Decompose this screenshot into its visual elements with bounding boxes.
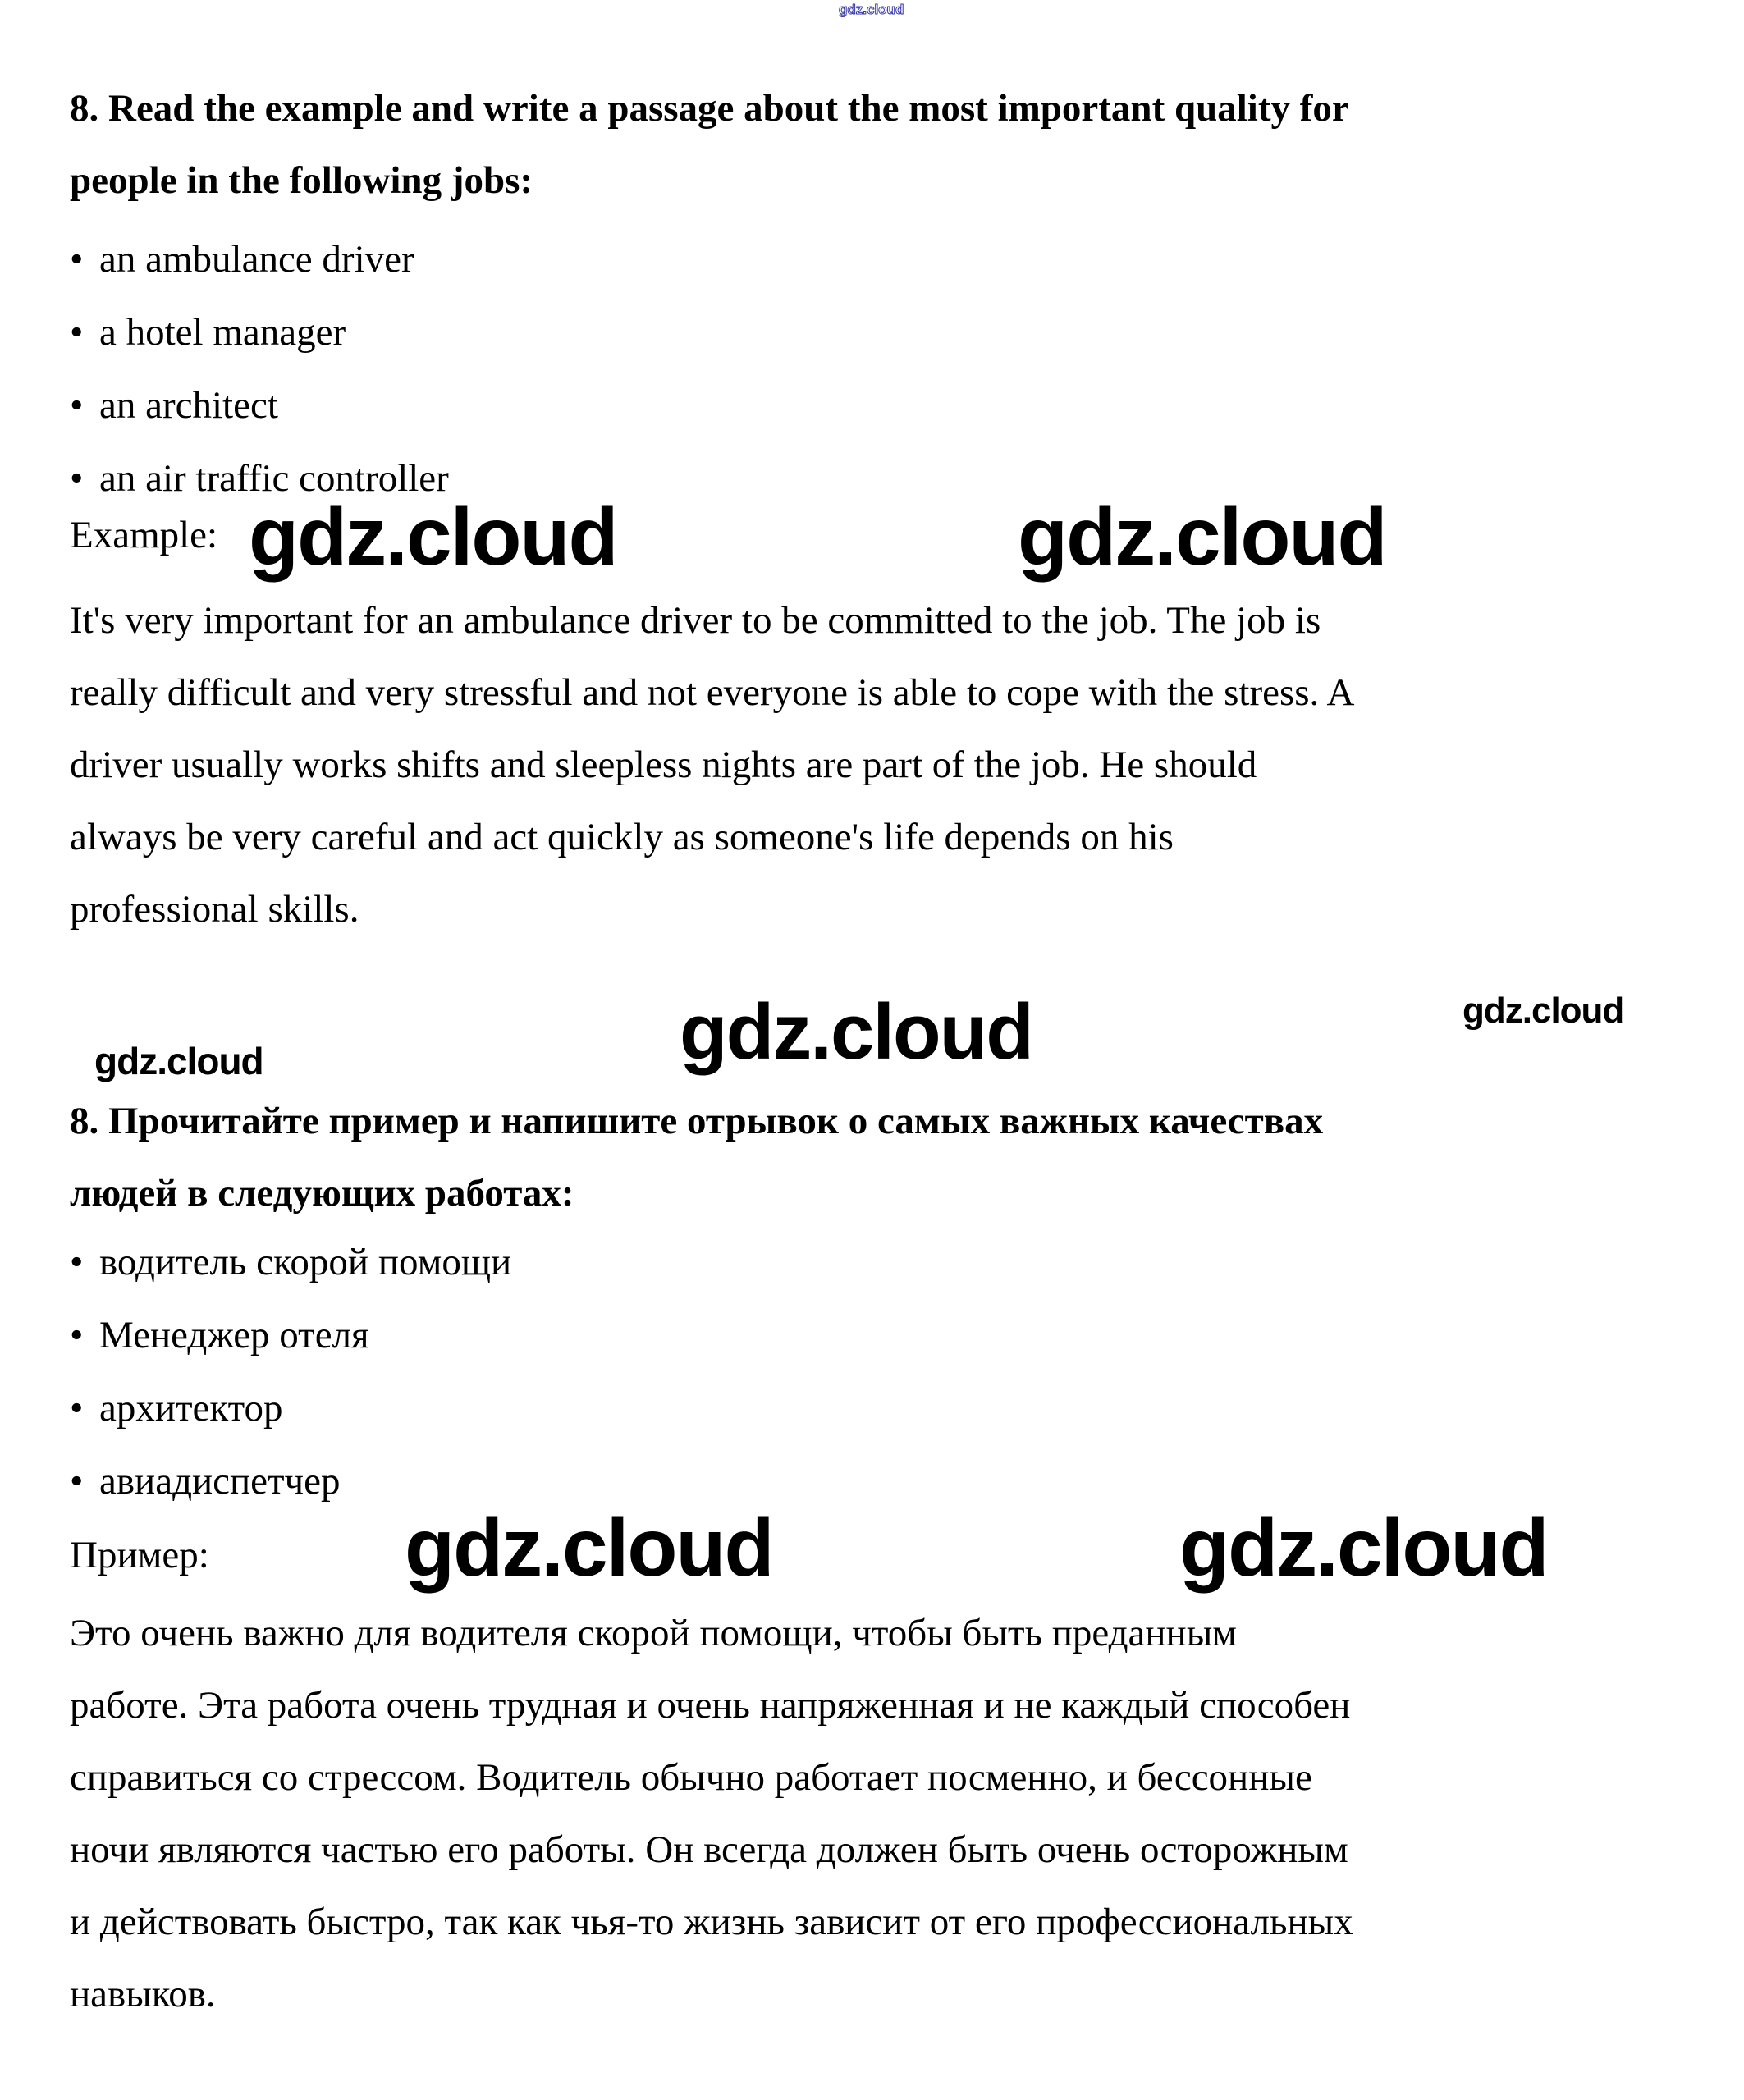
example-label-en: Example: — [70, 514, 218, 556]
bullet-icon: • — [70, 384, 84, 427]
job-item-ru-architect — [70, 1372, 511, 1445]
job-list-en — [70, 223, 449, 515]
job-item-ru-label: авиадиспетчер — [99, 1460, 341, 1503]
bullet-icon: • — [70, 238, 84, 281]
example-label-ru: Пример: — [70, 1534, 209, 1576]
gdz-cloud-watermark: gdz.cloud — [94, 1040, 263, 1082]
passage-ru-line: ночи являются частью его работы. Он всегда должен быть очень осторожным — [70, 1828, 1348, 1871]
passage-ru-line: справиться со стрессом. Водитель обычно работает посменно, и бессонные — [70, 1756, 1312, 1799]
bullet-icon: • — [70, 457, 84, 500]
job-list-ru — [70, 1226, 511, 1518]
gdz-cloud-watermark: gdz.cloud — [249, 491, 617, 583]
passage-en-line: really difficult and very stressful and not everyone is able to cope with the stress. A — [70, 671, 1355, 714]
gdz-cloud-watermark: gdz.cloud — [1018, 491, 1386, 583]
passage-ru-line: и действовать быстро, так как чья-то жизнь зависит от его профессиональных — [70, 1901, 1353, 1943]
job-item-en-hotel-manager — [70, 296, 449, 369]
job-item-ru-label: Менеджер отеля — [99, 1314, 369, 1357]
passage-ru-line: Это очень важно для водителя скорой помощи, чтобы быть преданным — [70, 1612, 1238, 1654]
task-heading-ru — [70, 1085, 1323, 1229]
gdz-cloud-watermark: gdz.cloud — [1462, 991, 1624, 1031]
task-heading-en-line2: people in the following jobs: — [70, 159, 533, 202]
job-item-en-label: an air traffic controller — [99, 457, 449, 500]
bullet-icon: • — [70, 311, 84, 354]
task-heading-en — [70, 72, 1349, 217]
passage-en-line: professional skills. — [70, 888, 359, 931]
task-heading-en-line1: 8. Read the example and write a passage about the most important quality for — [70, 87, 1349, 130]
passage-ru-line: работе. Эта работа очень трудная и очень напряженная и не каждый способен — [70, 1684, 1351, 1727]
bullet-icon: • — [70, 1387, 84, 1430]
job-item-en-label: an architect — [99, 384, 278, 427]
bullet-icon: • — [70, 1241, 84, 1283]
bullet-icon: • — [70, 1460, 84, 1503]
task-heading-ru-line1: 8. Прочитайте пример и напишите отрывок о самых важных качествах — [70, 1100, 1324, 1142]
task-heading-ru-line2: людей в следующих работах: — [70, 1172, 574, 1215]
passage-en-line: It's very important for an ambulance driver to be committed to the job. The job is — [70, 599, 1321, 642]
example-passage-ru — [70, 1597, 1353, 2030]
job-item-en-architect — [70, 369, 449, 442]
job-item-en-label: an ambulance driver — [99, 238, 414, 281]
gdz-cloud-watermark: gdz.cloud — [1179, 1502, 1548, 1594]
job-item-ru-hotel-manager — [70, 1299, 511, 1372]
job-item-en-label: a hotel manager — [99, 311, 346, 354]
job-item-ru-label: архитектор — [99, 1387, 283, 1430]
job-item-ru-label: водитель скорой помощи — [99, 1241, 512, 1283]
job-item-en-ambulance-driver — [70, 223, 449, 296]
job-item-ru-ambulance-driver — [70, 1226, 511, 1299]
passage-en-line: driver usually works shifts and sleepless nights are part of the job. He should — [70, 743, 1257, 786]
gdz-cloud-watermark-top: gdz.cloud — [839, 2, 904, 17]
bullet-icon: • — [70, 1314, 84, 1357]
gdz-cloud-watermark: gdz.cloud — [405, 1502, 773, 1594]
gdz-cloud-watermark: gdz.cloud — [680, 988, 1032, 1076]
example-passage-en — [70, 584, 1354, 945]
passage-ru-line: навыков. — [70, 1973, 216, 2015]
passage-en-line: always be very careful and act quickly as someone's life depends on his — [70, 816, 1174, 858]
